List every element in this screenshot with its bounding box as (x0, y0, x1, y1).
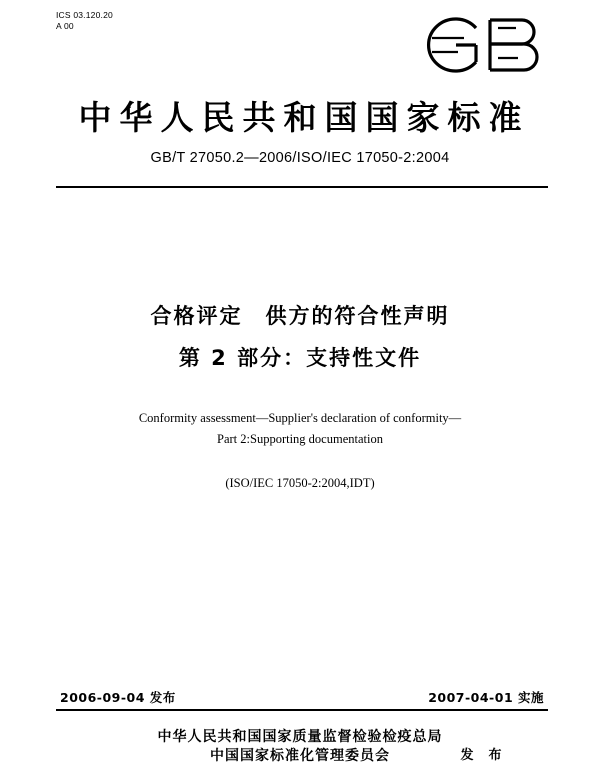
implementation-date: 2007-04-01 实施 (428, 690, 544, 705)
title-english (0, 408, 600, 450)
publisher-line-2: 中国国家标准化管理委员会 (210, 748, 390, 764)
issue-date: 2006-09-04 发布 (60, 690, 176, 705)
ics-code-block (56, 10, 113, 32)
title-block (0, 300, 600, 491)
divider-bottom (56, 709, 548, 711)
title-chinese-line2: 第 2 部分：支持性文件 (178, 346, 422, 370)
title-chinese-line1: 合格评定 供方的符合性声明 (150, 304, 450, 328)
publish-action-label: 发 布 (460, 748, 503, 763)
ics-code-line: ICS 03.120.20 (56, 10, 113, 20)
idt-note: (ISO/IEC 17050-2:2004,IDT) (225, 476, 375, 490)
gb-logo-icon (418, 14, 548, 76)
publisher-line-1: 中华人民共和国国家质量监督检验检疫总局 (157, 729, 443, 745)
divider-top (56, 186, 548, 188)
title-english-line1: Conformity assessment—Supplier's declaration of conformity— (138, 411, 462, 425)
publisher-block (0, 728, 600, 766)
standard-number: GB/T 27050.2—2006/ISO/IEC 17050-2:2004 (150, 150, 450, 166)
title-english-line2: Part 2:Supporting documentation (217, 432, 383, 446)
date-row (56, 688, 548, 706)
ccs-code-line: A 00 (56, 21, 74, 31)
page-title: 中华人民共和国国家标准 (78, 98, 530, 137)
